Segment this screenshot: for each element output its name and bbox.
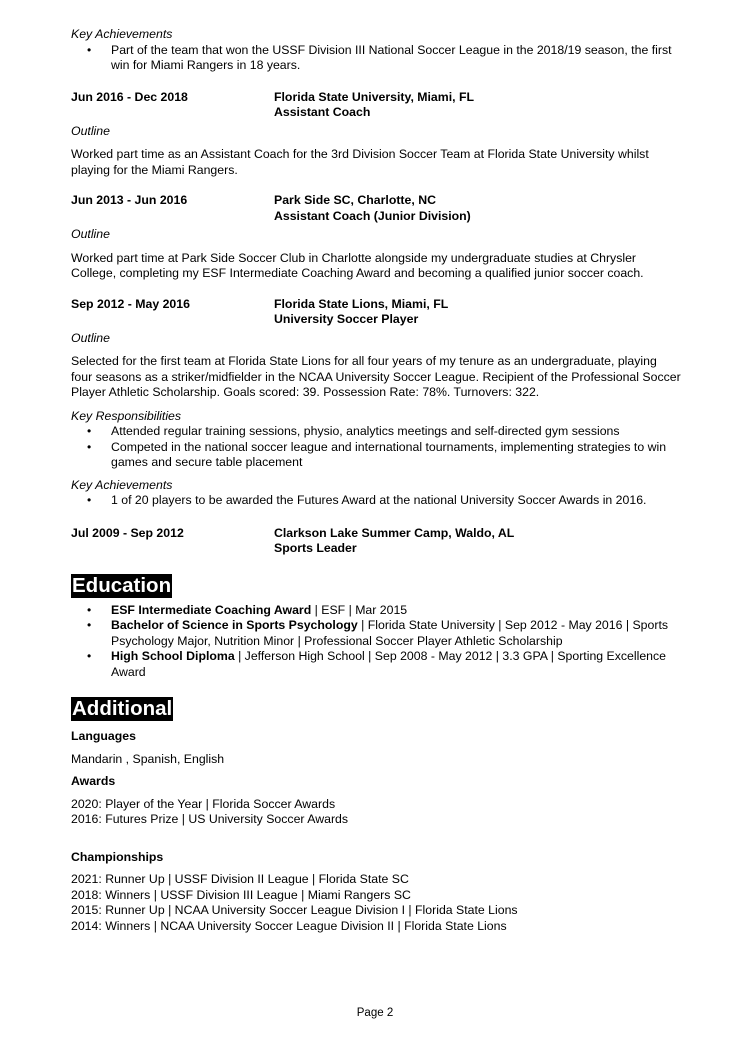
list-item: • Competed in the national soccer league and international tournaments, implementing strategies to win games and secure table placement	[71, 440, 681, 471]
list-item: 2015: Runner Up | NCAA University Soccer League Division I | Florida State Lions	[71, 903, 518, 917]
education-detail: | ESF | Mar 2015	[311, 602, 408, 617]
list-item: • 1 of 20 players to be awarded the Futures Award at the national University Soccer Awards in 2016.	[71, 493, 681, 509]
achievements-list	[71, 493, 681, 509]
outline-label: Outline	[71, 227, 110, 241]
job-entry	[71, 90, 681, 179]
education-name: Bachelor of Science in Sports Psychology	[111, 618, 358, 632]
list-item: 2020: Player of the Year | Florida Soccer Awards	[71, 796, 336, 811]
education-detail: | Jefferson High School | Sep 2008 - May 2012 | 3.3 GPA | Sporting Excellence Award	[111, 649, 667, 679]
list-item	[71, 603, 681, 619]
additional-section	[71, 697, 681, 934]
job-role: Sports Leader	[274, 541, 357, 555]
job-entry	[71, 297, 681, 509]
job-header	[71, 297, 681, 328]
list-item: • Part of the team that won the USSF Division III National Soccer League in the 2018/19 season, the first win for Miami Rangers in 18 years.	[71, 43, 681, 74]
list-item	[71, 649, 681, 680]
languages-value: Mandarin , Spanish, English	[71, 751, 225, 766]
job-org: Florida State Lions, Miami, FL	[274, 296, 449, 311]
championships-list	[71, 872, 681, 934]
page-number: Page 2	[356, 1007, 394, 1019]
job-role: University Soccer Player	[274, 312, 419, 326]
key-achievements-label: Key Achievements	[71, 27, 173, 41]
job-header	[71, 90, 681, 121]
job-role: Assistant Coach	[274, 105, 371, 119]
outline-label: Outline	[71, 123, 110, 138]
key-responsibilities-label: Key Responsibilities	[71, 408, 182, 423]
championships-label: Championships	[71, 849, 164, 864]
job-outline: Selected for the first team at Florida State Lions for all four years of my tenure as an undergraduate, playing four seasons as a striker/midfielder in the NCAA University Soccer League. Recipient of the Professional Soccer Player Athletic Scholarship. Goals scored: 39. Possession Rate: 78%. Turnovers: 322.	[71, 354, 681, 399]
job-dates: Jun 2016 - Dec 2018	[71, 89, 188, 104]
section-title-additional: Additional	[72, 697, 173, 720]
responsibilities-list	[71, 424, 681, 471]
miami-rangers-achievements	[71, 27, 681, 74]
awards-list	[71, 797, 681, 828]
education-name: ESF Intermediate Coaching Award	[111, 602, 312, 617]
awards-label: Awards	[71, 774, 116, 788]
list-item: 2021: Runner Up | USSF Division II League | Florida State SC	[71, 872, 409, 886]
job-role: Assistant Coach (Junior Division)	[274, 208, 471, 223]
education-section	[71, 574, 681, 681]
list-item: 2014: Winners | NCAA University Soccer League Division II | Florida State Lions	[71, 918, 507, 933]
list-item: 2018: Winners | USSF Division III League | Miami Rangers SC	[71, 887, 411, 902]
achievements-list	[71, 43, 681, 74]
education-detail: | Florida State University | Sep 2012 - May 2016 | Sports Psychology Major, Nutrition Minor | Professional Soccer Player Athletic Scholarship	[111, 618, 669, 648]
list-item	[71, 618, 681, 649]
list-item: • Attended regular training sessions, physio, analytics meetings and self-directed gym sessions	[71, 424, 681, 440]
resume-page-2	[71, 27, 681, 934]
outline-label: Outline	[71, 330, 110, 345]
job-org-role	[274, 193, 681, 224]
key-achievements-label: Key Achievements	[71, 477, 173, 492]
job-dates: Jul 2009 - Sep 2012	[71, 525, 184, 540]
job-org: Florida State University, Miami, FL	[274, 89, 474, 104]
job-org: Park Side SC, Charlotte, NC	[274, 193, 436, 207]
job-org: Clarkson Lake Summer Camp, Waldo, AL	[274, 525, 515, 540]
education-list	[71, 603, 681, 681]
job-org-role	[274, 297, 681, 328]
education-name: High School Diploma	[111, 649, 235, 663]
job-header	[71, 193, 681, 224]
job-dates: Sep 2012 - May 2016	[71, 296, 190, 311]
job-entry	[71, 193, 681, 282]
job-org-role	[274, 526, 681, 557]
list-item: 2016: Futures Prize | US University Soccer Awards	[71, 812, 349, 826]
section-title-education: Education	[72, 573, 172, 597]
job-org-role	[274, 90, 681, 121]
job-entry	[71, 526, 681, 557]
languages-label: Languages	[71, 729, 136, 743]
job-header	[71, 526, 681, 557]
job-outline: Worked part time at Park Side Soccer Club in Charlotte alongside my undergraduate studies at Chrysler College, completing my ESF Intermediate Coaching Award and becoming a qualified junior soccer coach.	[71, 250, 644, 280]
job-outline: Worked part time as an Assistant Coach for the 3rd Division Soccer Team at Florida State University whilst playing for the Miami Rangers.	[71, 147, 649, 177]
job-dates: Jun 2013 - Jun 2016	[71, 193, 188, 207]
